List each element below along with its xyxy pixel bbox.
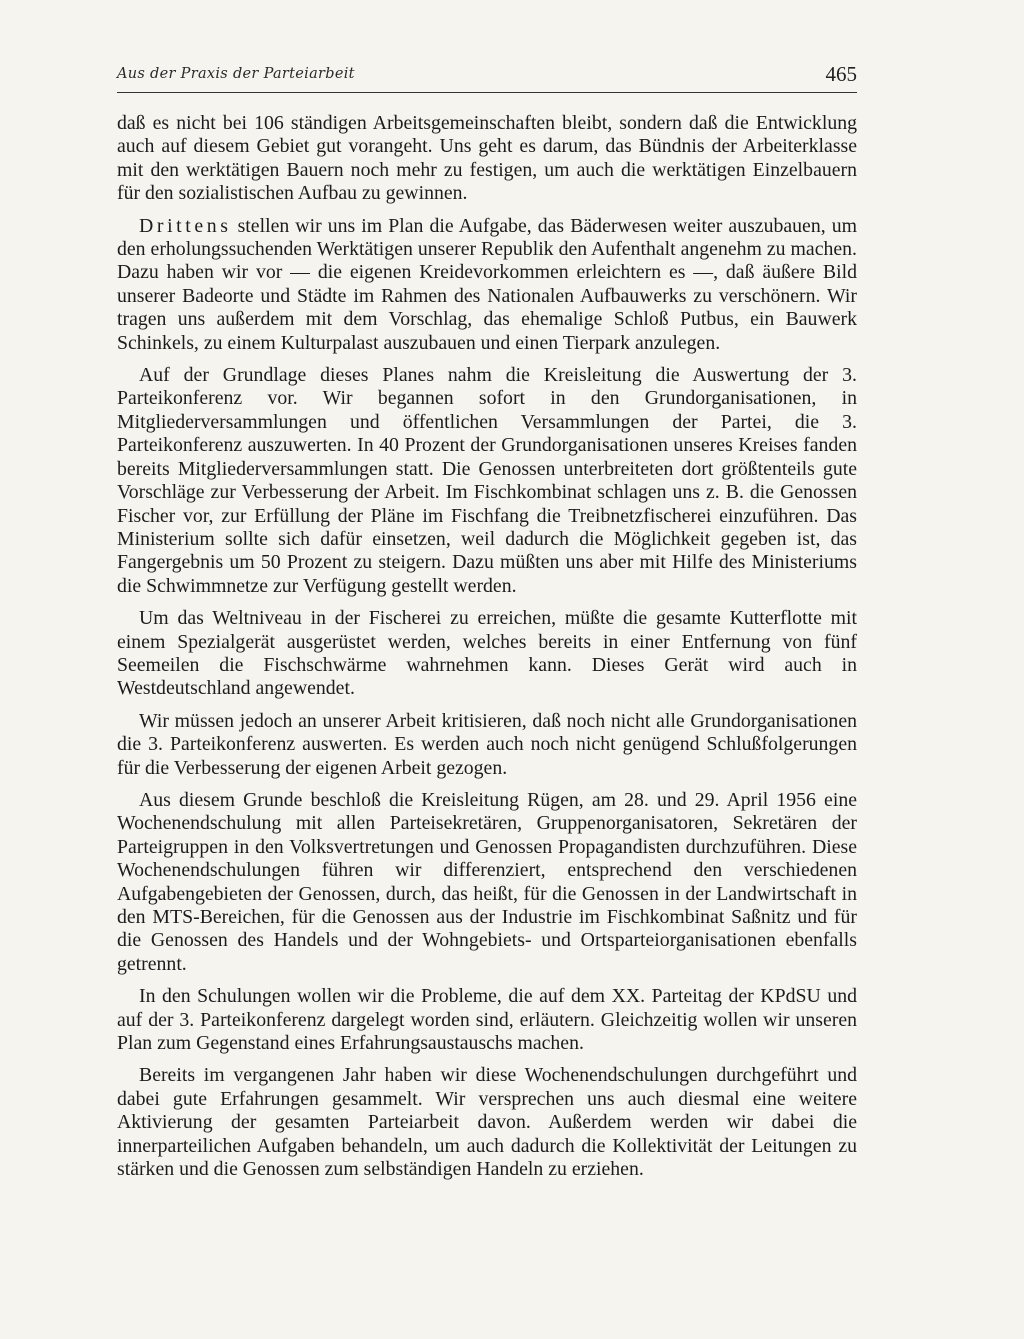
page-number: 465 (825, 62, 857, 86)
page-header (117, 62, 857, 90)
paragraph-text: stellen wir uns im Plan die Aufgabe, das Bäderwesen weiter auszubauen, um den erholungssuchenden Werktätigen unserer Republik den Aufenthalt angenehm zu machen. Dazu haben wir vor — die eigenen Kreidevorkommen erleichtern es —, daß äußere Bild unserer Badeorte und Städte im Rahmen des Nationalen Aufbauwerks zu verschönern. Wir tragen uns außerdem mit dem Vorschlag, das ehemalige Schloß Putbus, ein Bauwerk Schinkels, zu einem Kulturpalast auszubauen und einen Tierpark anzulegen. (117, 214, 857, 354)
paragraph (117, 215, 857, 355)
paragraph: daß es nicht bei 106 ständigen Arbeitsgemeinschaften bleibt, sondern daß die Entwicklung auch auf diesem Gebiet gut vorangeht. Uns geht es darum, das Bündnis der Arbeiterklasse mit den werktätigen Bauern noch mehr zu festigen, um auch die werktätigen Einzelbauern für den sozialistischen Aufbau zu gewinnen. (117, 112, 857, 205)
paragraph: In den Schulungen wollen wir die Probleme, die auf dem XX. Parteitag der KPdSU und auf der 3. Parteikonferenz dargelegt worden sind, erläutern. Gleichzeitig wollen wir unseren Plan zum Gegenstand eines Erfahrungsaustauschs machen. (117, 985, 857, 1055)
paragraph: Wir müssen jedoch an unserer Arbeit kritisieren, daß noch nicht alle Grundorganisationen die 3. Parteikonferenz auswerten. Es werden auch noch nicht genügend Schlußfolgerungen für die Verbesserung der eigenen Arbeit gezogen. (117, 709, 857, 779)
paragraph: Auf der Grundlage dieses Planes nahm die Kreisleitung die Auswertung der 3. Parteikonferenz vor. Wir begannen sofort in den Grundorganisationen, in Mitgliederversammlungen und öffentlichen Versammlungen der Partei, die 3. Parteikonferenz auszuwerten. In 40 Prozent der Grundorganisationen unseres Kreises fanden bereits Mitgliederversammlungen statt. Die Genossen unterbreiteten dort größtenteils gute Vorschläge zur Verbesserung der Arbeit. Im Fischkombinat schlagen uns z. B. die Genossen Fischer vor, zur Erfüllung der Pläne im Fischfang die Treibnetzfischerei einzuführen. Das Ministerium sollte sich dafür einsetzen, weil dadurch die Möglichkeit gegeben ist, das Fangergebnis um 50 Prozent zu steigern. Dazu müßten uns aber mit Hilfe des Ministeriums die Schwimmnetze zur Verfügung gestellt werden. (117, 364, 857, 597)
paragraph: Bereits im vergangenen Jahr haben wir diese Wochenendschulungen durchgeführt und dabei gute Erfahrungen gesammelt. Wir versprechen uns auch diesmal eine weitere Aktivierung der gesamten Parteiarbeit davon. Außerdem werden wir dabei die innerparteilichen Aufgaben behandeln, um auch dadurch die Kollektivität der Leitungen zu stärken und die Genossen zum selbständigen Handeln zu erziehen. (117, 1064, 857, 1181)
header-rule (117, 92, 857, 93)
paragraph: Um das Weltniveau in der Fischerei zu erreichen, müßte die gesamte Kutterflotte mit einem Spezialgerät ausgerüstet werden, welches bereits in einer Entfernung von fünf Seemeilen die Fischschwärme wahrnehmen kann. Dieses Gerät wird auch in Westdeutschland angewendet. (117, 607, 857, 700)
body-text (117, 112, 857, 1190)
emphasis-lead: Drittens (139, 214, 232, 237)
running-title: Aus der Praxis der Parteiarbeit (117, 66, 355, 82)
paragraph: Aus diesem Grunde beschloß die Kreisleitung Rügen, am 28. und 29. April 1956 eine Wochenendschulung mit allen Parteisekretären, Gruppenorganisatoren, Sekretären der Parteigruppen in den Volksvertretungen und Genossen Propagandisten durchzuführen. Diese Wochenendschulungen führen wir differenziert, entsprechend den verschiedenen Aufgabengebieten der Genossen, durch, das heißt, für die Genossen in der Landwirtschaft in den MTS-Bereichen, für die Genossen aus der Industrie im Fischkombinat Saßnitz und für die Genossen des Handels und der Wohngebiets- und Ortsparteiorganisationen ebenfalls getrennt. (117, 788, 857, 975)
